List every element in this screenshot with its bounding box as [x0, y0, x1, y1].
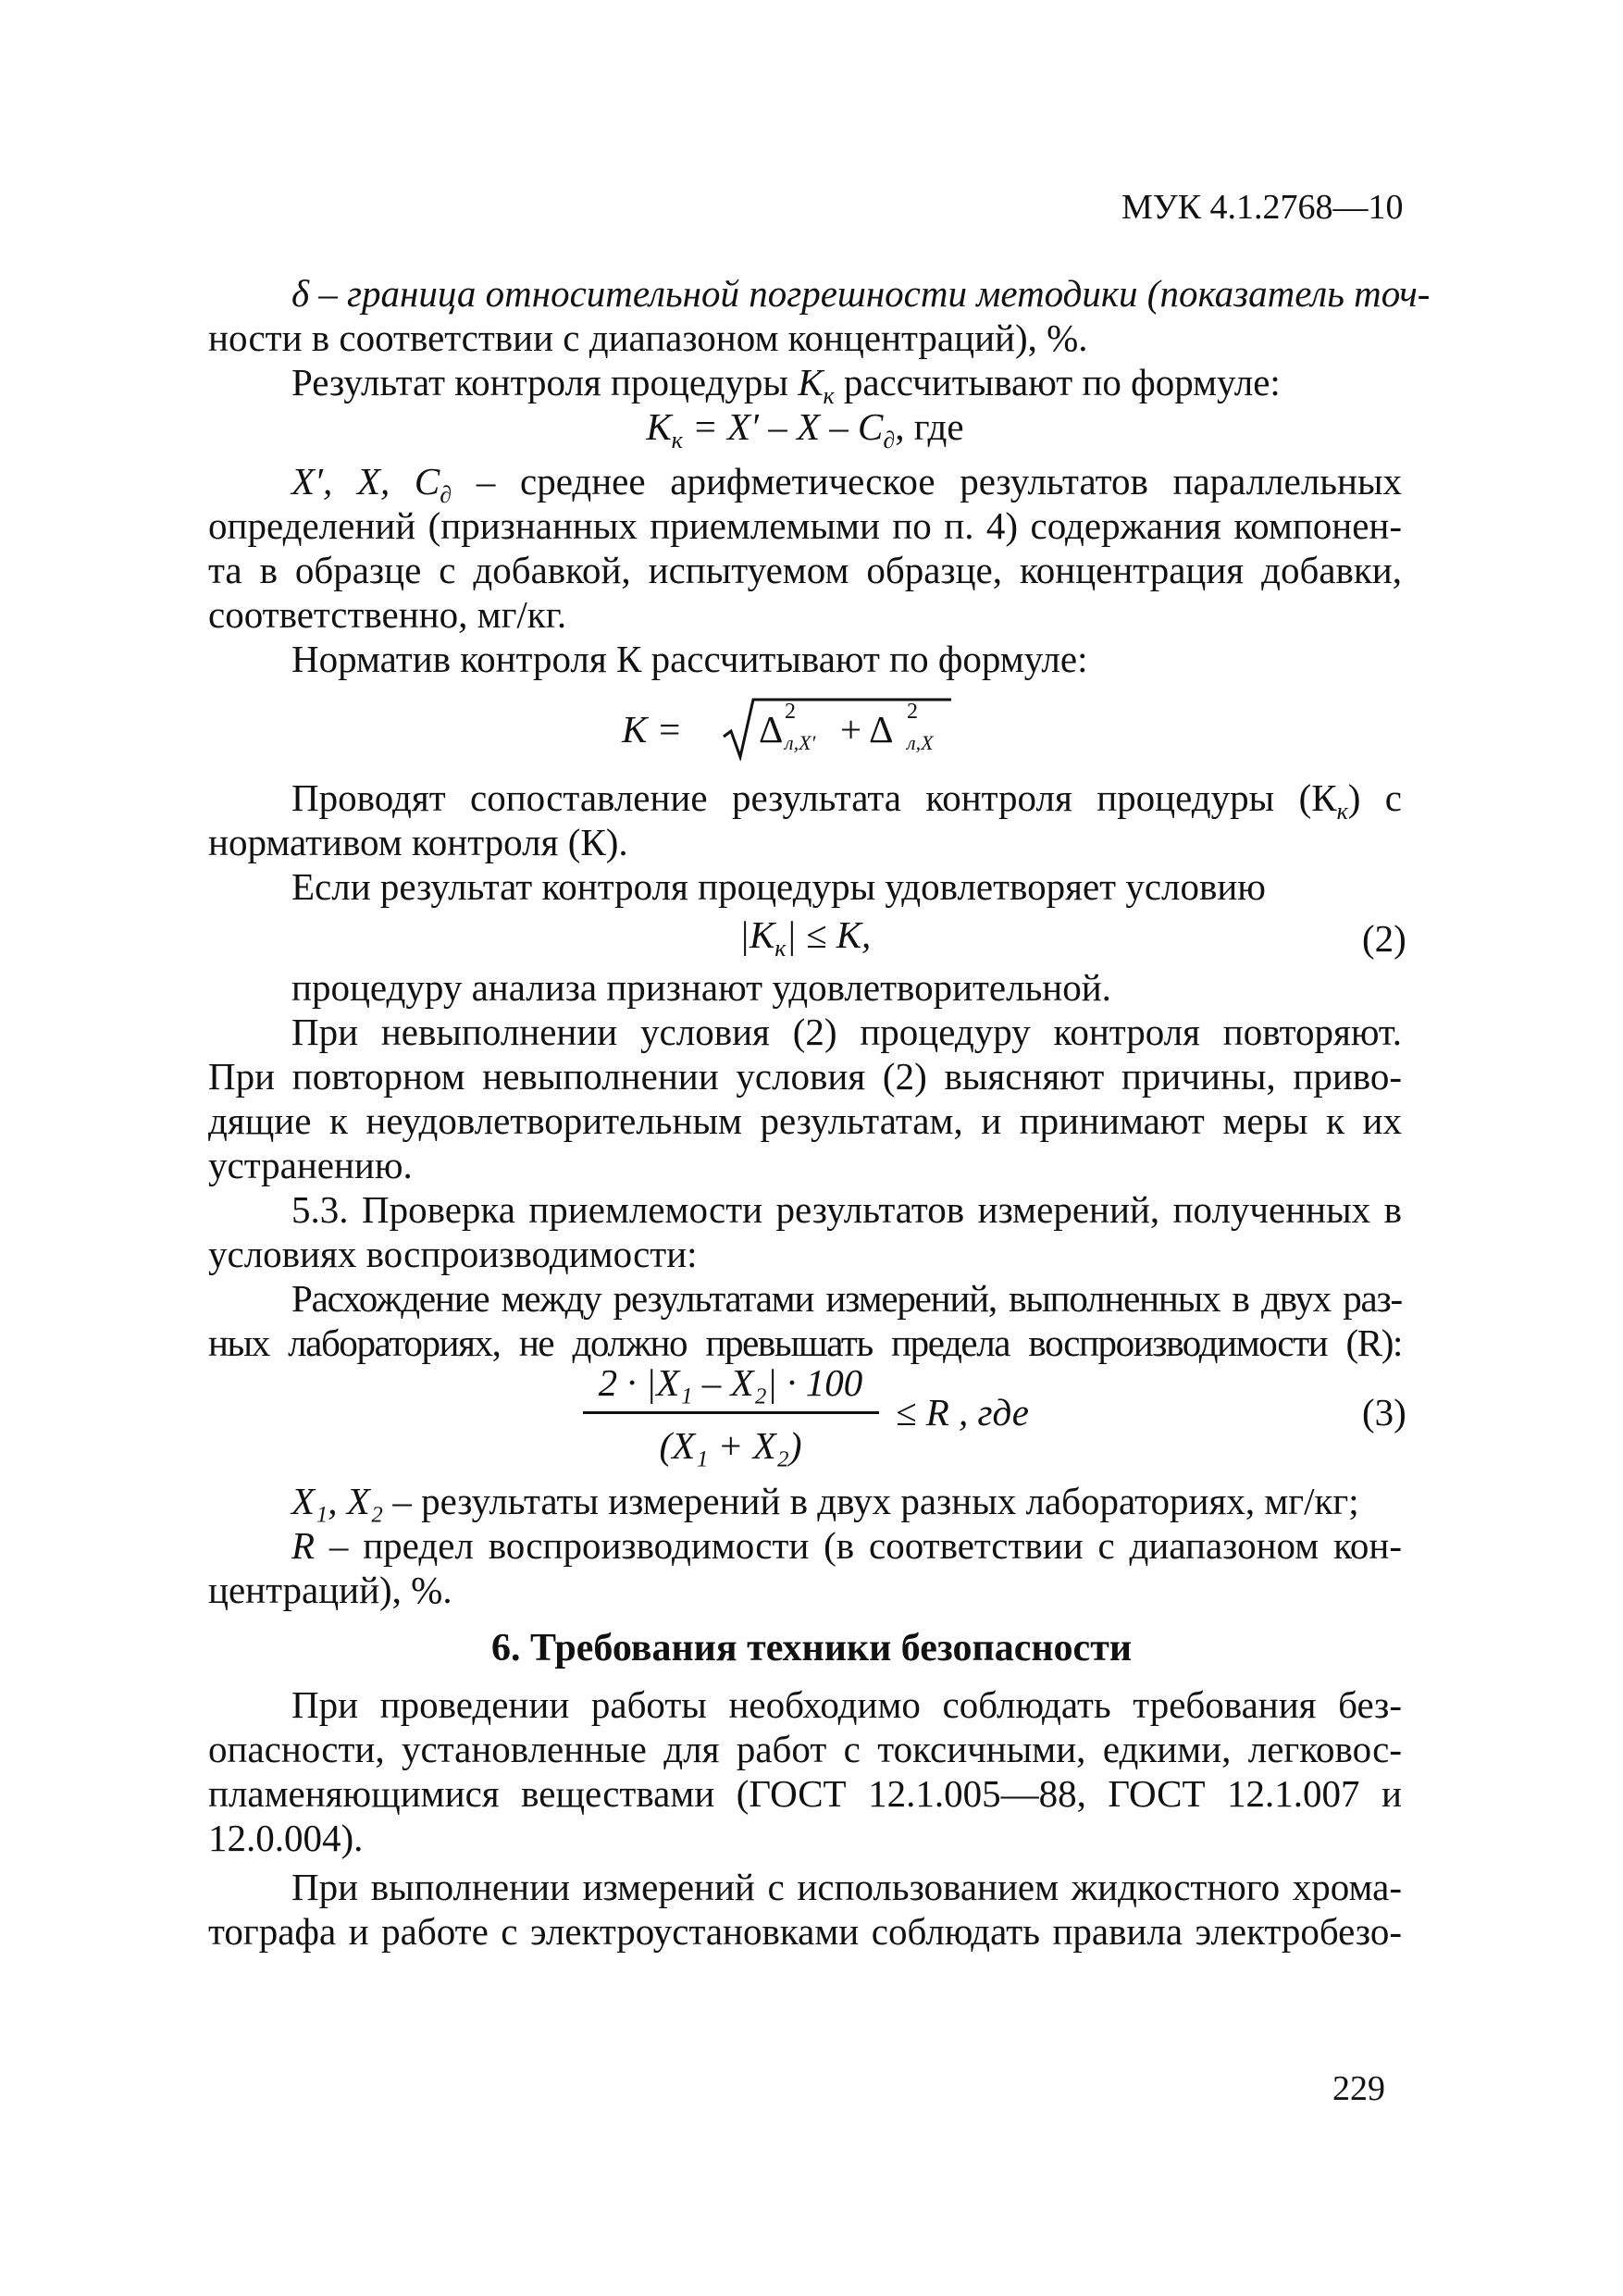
page-number: 229	[1332, 2069, 1385, 2108]
text-line: пламеняющимися веществами (ГОСТ 12.1.005—88, ГОСТ 12.1.007 и	[208, 1772, 1402, 1815]
text-line: X₁, X₂ – результаты измерений в двух разных лабораториях, мг/кг;	[291, 1480, 1359, 1522]
text-line: X′, X, $C_\partial$ – среднее арифметическое результатов параллельных	[291, 460, 1402, 509]
text-line: тографа и работе с электроустановками соблюдать правила электробезо-	[208, 1910, 1402, 1953]
text-line: 5.3. Проверка приемлемости результатов измерений, полученных в	[291, 1188, 1402, 1231]
text-line: дящие к неудовлетворительным результатам, и принимают меры к их	[208, 1099, 1402, 1142]
formula-rhs: ≤ R , где	[896, 1391, 1029, 1433]
text-line: ности в соответствии с диапазоном концентраций), %.	[208, 316, 1088, 359]
text-line: нормативом контроля (К).	[208, 821, 628, 863]
text-line: ных лабораториях, не должно превышать предела воспроизводимости (R):	[208, 1322, 1402, 1364]
fraction-bar	[583, 1411, 879, 1414]
text-line: опасности, установленные для работ с токсичными, едкими, легковос-	[208, 1728, 1402, 1770]
text-line: соответственно, мг/кг.	[208, 593, 567, 636]
text-line: При невыполнении условия (2) процедуру контроля повторяют.	[291, 1011, 1402, 1053]
equation-number: (3)	[1362, 1391, 1406, 1433]
text-line: При повторном невыполнении условия (2) выясняют причины, приво-	[208, 1055, 1402, 1098]
text-line: условиях воспроизводимости:	[208, 1233, 698, 1275]
equation-number: (2)	[1362, 917, 1406, 960]
section-heading: 6. Требования техники безопасности	[490, 1627, 1133, 1669]
text-line: Расхождение между результатами измерений, выполненных в двух раз-	[291, 1277, 1402, 1320]
text-line: Результат контроля процедуры $К_к$ рассчитывают по формуле:	[291, 361, 1281, 410]
text-line: При выполнении измерений с использованием жидкостного хрома-	[291, 1866, 1402, 1908]
text-line: устранению.	[208, 1144, 413, 1186]
text-line: δ – граница относительной погрешности методики (показатель точ-	[291, 272, 1431, 315]
formula-condition: $|К_к| \le К$,	[738, 913, 872, 962]
text-line: центраций), %.	[208, 1569, 452, 1611]
text-line: Проводят сопоставление результата контроля процедуры $(К_к)$ с	[291, 776, 1402, 825]
text-line: процедуру анализа признают удовлетворительной.	[291, 966, 1111, 1009]
formula-k-sqrt: К = Δ 2 л,Х′ + Δ 2 л,Х	[622, 696, 955, 761]
text-line: Если результат контроля процедуры удовлетворяет условию	[291, 865, 1266, 908]
text-line: R – предел воспроизводимости (в соответствии с диапазоном кон-	[291, 1524, 1402, 1567]
text-line: 12.0.004).	[208, 1817, 364, 1859]
fraction-numerator: 2 · |X₁ – X₂| · 100	[598, 1361, 863, 1404]
formula-kk: $К_к = X' - X - C_\partial$, где	[646, 405, 964, 454]
text-line: При проведении работы необходимо соблюдать требования без-	[291, 1683, 1402, 1726]
fraction-denominator: (X₁ + X₂)	[659, 1424, 802, 1467]
text-line: Норматив контроля К рассчитывают по формуле:	[291, 638, 1088, 680]
text-line: та в образце с добавкой, испытуемом образце, концентрация добавки,	[208, 549, 1402, 591]
document-code: МУК 4.1.2768—10	[1121, 188, 1404, 227]
text-line: определений (признанных приемлемыми по п. 4) содержания компонен-	[208, 504, 1402, 547]
